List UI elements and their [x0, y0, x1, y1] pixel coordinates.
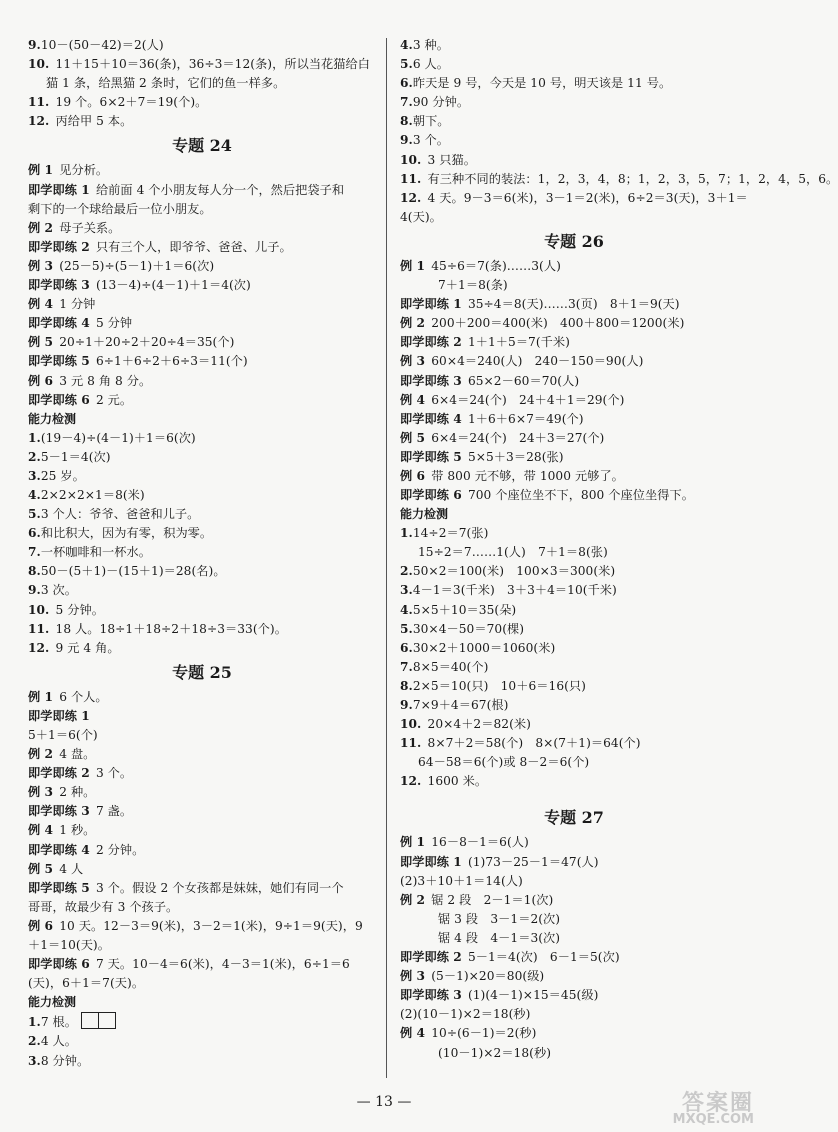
answer-text: 25 岁。 [40, 468, 85, 483]
answer-text: 6 个人。 [59, 689, 108, 704]
answer-line [28, 802, 376, 821]
answer-text: 母子关系。 [59, 220, 121, 235]
answer-line [28, 448, 376, 467]
item-number: 即学即练 4 [28, 842, 90, 857]
answer-line [400, 910, 748, 929]
answer-line [28, 257, 376, 276]
item-number: 例 5 [400, 430, 426, 445]
item-number: 1. [400, 526, 413, 541]
answer-text: 朝下。 [412, 114, 450, 129]
answer-line [400, 658, 748, 677]
answer-line [400, 208, 748, 227]
answer-text: 5×5＋10＝35(朵) [412, 602, 517, 617]
answer-text: 2×2×2×1＝8(米) [40, 487, 145, 502]
answer-text: 2 元。 [95, 392, 133, 407]
answer-line [400, 410, 748, 429]
item-number: 例 1 [28, 689, 54, 704]
answer-text: 3 个。假设 2 个女孩都是妹妹，她们有同一个 [95, 880, 344, 895]
item-number: 4. [400, 602, 413, 617]
column-divider [386, 38, 387, 1078]
answer-line [400, 429, 748, 448]
subsection-label: 能力检测 [28, 411, 77, 426]
answer-text: 700 个座位坐不下，800 个座位坐得下。 [467, 488, 694, 503]
item-number: 即学即练 3 [28, 278, 90, 293]
item-number: 8. [400, 678, 413, 693]
answer-line [28, 219, 376, 238]
answer-line [28, 391, 376, 410]
answer-line [400, 948, 748, 967]
answer-text: 一杯咖啡和一杯水。 [40, 545, 151, 560]
answer-line [400, 986, 748, 1005]
item-number: 即学即练 5 [400, 449, 462, 464]
answer-text: 3 次。 [40, 583, 78, 598]
answer-text: 1600 米。 [427, 774, 488, 789]
answer-box [99, 1012, 116, 1029]
answer-text: 给前面 4 个小朋友每人分一个，然后把袋子和 [95, 182, 345, 197]
answer-text: (2)3＋10＋1＝14(人) [400, 873, 523, 888]
answer-text: 7 盏。 [95, 804, 133, 819]
answer-line [28, 841, 376, 860]
answer-line [28, 581, 376, 600]
answer-line [400, 151, 748, 170]
answer-line [28, 821, 376, 840]
answer-line [28, 36, 376, 55]
item-number: 10. [28, 602, 50, 617]
item-number: 1. [28, 1015, 41, 1030]
answer-text: 5×5＋3＝28(张) [467, 449, 564, 464]
item-number: 6. [400, 640, 413, 655]
left-column [28, 36, 376, 1071]
answer-text: 4 盘。 [59, 747, 96, 762]
answer-text: 昨天是 9 号，今天是 10 号，明天该是 11 号。 [412, 76, 672, 91]
answer-line [28, 1052, 376, 1071]
item-number: 例 4 [400, 1026, 426, 1041]
item-number: 例 3 [28, 785, 54, 800]
answer-text: 锯 2 段 2－1＝1(次) [431, 892, 554, 907]
answer-text: 5－1＝4(次) 6－1＝5(次) [467, 950, 620, 965]
answer-line [28, 276, 376, 295]
section-heading: 专题 25 [172, 662, 232, 682]
answer-text: 2×5＝10(只) 10＋6＝16(只) [412, 678, 586, 693]
item-number: 例 1 [28, 163, 54, 178]
answer-box [81, 1012, 99, 1029]
answer-text: 5－1＝4(次) [40, 449, 111, 464]
answer-line [28, 688, 376, 707]
answer-text: (天)，6＋1＝7(天)。 [28, 976, 145, 991]
answer-text: 6×4＝24(个) 24＋3＝27(个) [431, 430, 605, 445]
item-number: 5. [400, 57, 413, 72]
answer-line [28, 55, 376, 74]
answer-text: 8×7＋2＝58(个) 8×(7＋1)＝64(个) [427, 736, 641, 751]
answer-line [400, 486, 748, 505]
answer-line [28, 372, 376, 391]
answer-line [400, 74, 748, 93]
answer-line [400, 189, 748, 208]
item-number: 4. [400, 38, 413, 52]
item-number: 12. [28, 640, 50, 655]
answer-text: 65×2－60＝70(人) [467, 373, 580, 388]
answer-text: 1 分钟 [59, 297, 96, 312]
answer-line [400, 734, 748, 753]
answer-line [28, 620, 376, 639]
item-number: 例 1 [400, 258, 426, 273]
item-number: 即学即练 3 [400, 988, 462, 1003]
subsection-label: 能力检测 [28, 995, 77, 1010]
answer-text: (25－5)÷(5－1)＋1＝6(次) [59, 258, 215, 273]
answer-text: 35÷4＝8(天)……3(页) 8＋1＝9(天) [467, 297, 680, 312]
answer-line [28, 562, 376, 581]
item-number: 即学即练 3 [28, 804, 90, 819]
answer-text: 7 天。10－4＝6(米)，4－3＝1(米)，6÷1＝6 [95, 957, 350, 972]
item-number: 5. [28, 507, 41, 522]
answer-text: 8 分钟。 [40, 1053, 90, 1068]
item-number: 7. [28, 545, 41, 560]
answer-text: 哥哥，故最少有 3 个孩子。 [28, 899, 179, 914]
answer-text: 1＋6＋6×7＝49(个) [467, 411, 584, 426]
item-number: 即学即练 5 [28, 880, 90, 895]
answer-line [28, 543, 376, 562]
answer-text: 8×5＝40(个) [412, 659, 489, 674]
item-number: 即学即练 4 [400, 411, 462, 426]
item-number: 10. [28, 57, 50, 72]
item-number: 6. [400, 76, 413, 91]
answer-text: 9 元 4 角。 [55, 640, 120, 655]
answer-line [400, 1044, 748, 1063]
answer-line [28, 601, 376, 620]
answer-text: (13－4)÷(4－1)＋1＝4(次) [95, 278, 251, 293]
answer-text: 4 人。 [40, 1034, 78, 1049]
answer-line [28, 1012, 376, 1032]
answer-text: 10－(50－42)＝2(人) [40, 38, 164, 52]
item-number: 2. [28, 1034, 41, 1049]
answer-line [28, 295, 376, 314]
answer-line [28, 93, 376, 112]
answer-line [400, 314, 748, 333]
answer-line [28, 181, 376, 200]
item-number: 即学即练 2 [400, 335, 462, 350]
item-number: 11. [400, 736, 422, 751]
item-number: 即学即练 1 [28, 182, 90, 197]
answer-line [400, 36, 748, 55]
answer-text: 4 天。9－3＝6(米)，3－1＝2(米)，6÷2＝3(天)，3＋1＝ [427, 190, 748, 205]
answer-line [400, 581, 748, 600]
answer-text: 4－1＝3(千米) 3＋3＋4＝10(千米) [412, 583, 617, 598]
answer-text: 3 只猫。 [427, 152, 476, 167]
watermark [672, 1091, 754, 1128]
item-number: 11. [28, 95, 50, 110]
answer-line [28, 200, 376, 219]
section-heading: 专题 27 [544, 808, 604, 828]
item-number: 9. [400, 698, 413, 712]
item-number: 即学即练 2 [28, 239, 90, 254]
item-number: 例 3 [28, 258, 54, 273]
answer-text: 30×4－50＝70(棵) [412, 621, 525, 636]
answer-text: (5－1)×20＝80(级) [431, 969, 545, 984]
answer-text: 丙给甲 5 本。 [55, 114, 133, 129]
item-number: 即学即练 1 [400, 297, 462, 312]
item-number: 9. [400, 133, 413, 148]
item-number: 即学即练 6 [28, 957, 90, 972]
answer-line [28, 333, 376, 352]
answer-line [28, 74, 376, 93]
item-number: 例 4 [28, 823, 54, 838]
answer-line [400, 276, 748, 295]
answer-line [28, 238, 376, 257]
answer-text: 有三种不同的装法：1，2，3，4，8；1，2，3，5，7；1，2，4，5，6。 [427, 171, 838, 186]
item-number: 12. [400, 190, 422, 205]
item-number: 例 4 [400, 392, 426, 407]
item-number: 10. [400, 152, 422, 167]
item-number: 即学即练 4 [28, 316, 90, 331]
answer-text: 2 分钟。 [95, 842, 145, 857]
item-number: 即学即练 5 [28, 354, 90, 369]
answer-line [400, 833, 748, 852]
item-number: 11. [400, 171, 422, 186]
answer-line [28, 486, 376, 505]
answer-line [28, 898, 376, 917]
item-number: 例 5 [28, 335, 54, 350]
item-number: 即学即练 2 [28, 766, 90, 781]
item-number: 7. [400, 95, 413, 110]
answer-line [400, 333, 748, 352]
answer-line [28, 524, 376, 543]
answer-line [400, 772, 748, 791]
answer-text: 见分析。 [59, 163, 109, 178]
item-number: 即学即练 6 [28, 392, 90, 407]
answer-text: 带 800 元不够，带 1000 元够了。 [431, 468, 624, 483]
answer-text: 30×2＋1000＝1060(米) [412, 640, 556, 655]
answer-text: 6×4＝24(个) 24＋4＋1＝29(个) [431, 392, 625, 407]
item-number: 例 1 [400, 835, 426, 850]
item-number: 例 3 [400, 354, 426, 369]
answer-text: 5＋1＝6(个) [28, 728, 98, 742]
answer-text: 90 分钟。 [412, 95, 470, 110]
page-number: — 13 — [356, 1094, 412, 1110]
answer-text: (1)73－25－1＝47(人) [467, 854, 599, 869]
answer-text: 11＋15＋10＝36(条)，36÷3＝12(条)，所以当花猫给白 [55, 57, 371, 72]
answer-text: 锯 3 段 3－1＝2(次) [438, 911, 561, 926]
answer-line [28, 879, 376, 898]
item-number: 即学即练 1 [28, 708, 90, 723]
item-number: 例 6 [400, 468, 426, 483]
item-number: 2. [400, 564, 413, 579]
answer-line [400, 891, 748, 910]
answer-line [28, 639, 376, 658]
answer-line [400, 620, 748, 639]
answer-text: 锯 4 段 4－1＝3(次) [438, 930, 561, 945]
section-heading: 专题 24 [172, 136, 232, 156]
right-column [400, 36, 838, 1063]
answer-line [400, 1005, 748, 1024]
answer-line [400, 1024, 748, 1043]
answer-line [400, 601, 748, 620]
answer-line [28, 917, 376, 936]
answer-text: 6÷1＋6÷2＋6÷3＝11(个) [95, 354, 248, 369]
item-number: 2. [28, 449, 41, 464]
answer-text: 16－8－1＝6(人) [431, 835, 529, 850]
item-number: 5. [400, 621, 413, 636]
answer-text: 20÷1＋20÷2＋20÷4＝35(个) [59, 335, 235, 350]
answer-text: 14÷2＝7(张) [412, 526, 489, 541]
answer-text: 2 种。 [59, 785, 96, 800]
answer-text: 60×4＝240(人) 240－150＝90(人) [431, 354, 644, 369]
item-number: 即学即练 6 [400, 488, 462, 503]
item-number: 7. [400, 659, 413, 674]
answer-line [400, 543, 748, 562]
item-number: 即学即练 3 [400, 373, 462, 388]
answer-text: 10÷(6－1)＝2(秒) [431, 1026, 537, 1041]
answer-text: 和比积大，因为有零，积为零。 [40, 526, 213, 541]
answer-text: (1)(4－1)×15＝45(级) [467, 988, 599, 1003]
answer-text: 3 元 8 角 8 分。 [59, 373, 152, 388]
answer-line [400, 853, 748, 872]
item-number: 例 6 [28, 373, 54, 388]
answer-text: 3 种。 [412, 38, 450, 52]
answer-line [400, 639, 748, 658]
answer-text: 45÷6＝7(条)……3(人) [431, 258, 561, 273]
answer-text: 猫 1 条，给黑猫 2 条时，它们的鱼一样多。 [46, 76, 286, 91]
answer-text: 5 分钟 [95, 316, 133, 331]
answer-line [400, 467, 748, 486]
answer-text: 7×9＋4＝67(根) [412, 698, 509, 712]
answer-line [400, 55, 748, 74]
answer-text: 18 人。18÷1＋18÷2＋18÷3＝33(个)。 [55, 621, 287, 636]
answer-line [28, 974, 376, 993]
item-number: 11. [28, 621, 50, 636]
item-number: 6. [28, 526, 41, 541]
answer-line [400, 391, 748, 410]
answer-text: 10 天。12－3＝9(米)，3－2＝1(米)，9÷1＝9(天)，9 [59, 918, 363, 933]
item-number: 10. [400, 717, 422, 732]
answer-text: 20×4＋2＝82(米) [427, 717, 531, 732]
answer-line [28, 429, 376, 448]
answer-text: 4 人 [59, 861, 84, 876]
watermark-url: MXQE.COM [672, 1112, 754, 1127]
item-number: 8. [28, 564, 41, 579]
answer-line [28, 352, 376, 371]
answer-line [400, 753, 748, 772]
answer-line [28, 707, 376, 726]
answer-line [400, 524, 748, 543]
answer-line [400, 929, 748, 948]
answer-text: (10－1)×2＝18(秒) [438, 1045, 552, 1060]
item-number: 例 2 [400, 316, 426, 331]
answer-text: 1＋1＋5＝7(千米) [467, 335, 570, 350]
answer-line [400, 872, 748, 891]
answer-line [400, 352, 748, 371]
item-number: 例 5 [28, 861, 54, 876]
answer-line [28, 860, 376, 879]
answer-text: 只有三个人，即爷爷、爸爸、儿子。 [95, 239, 292, 254]
answer-line [400, 131, 748, 150]
answer-text: (2)(10－1)×2＝18(秒) [400, 1007, 531, 1022]
item-number: 8. [400, 114, 413, 129]
item-number: 12. [28, 114, 50, 129]
watermark-logo: 答案圈 [681, 1091, 754, 1116]
answer-line [400, 562, 748, 581]
answer-text: 15÷2＝7……1(人) 7＋1＝8(张) [418, 545, 608, 560]
answer-text: 7＋1＝8(条) [438, 278, 508, 293]
answer-line [28, 745, 376, 764]
answer-text: (19－4)÷(4－1)＋1＝6(次) [40, 430, 196, 445]
answer-line [28, 467, 376, 486]
answer-text: ＋1＝10(天)。 [28, 938, 110, 953]
item-number: 3. [400, 583, 413, 598]
item-number: 3. [28, 468, 41, 483]
item-number: 12. [400, 774, 422, 789]
item-number: 1. [28, 430, 41, 445]
answer-line [400, 715, 748, 734]
answer-text: 200＋200＝400(米) 400＋800＝1200(米) [431, 316, 685, 331]
item-number: 9. [28, 583, 41, 598]
answer-line [28, 112, 376, 131]
answer-line [28, 161, 376, 180]
answer-line [400, 677, 748, 696]
answer-line [400, 257, 748, 276]
answer-line [28, 505, 376, 524]
item-number: 3. [28, 1053, 41, 1068]
answer-line [28, 314, 376, 333]
answer-line [28, 955, 376, 974]
answer-line [28, 936, 376, 955]
item-number: 例 2 [28, 747, 54, 762]
item-number: 例 2 [28, 220, 54, 235]
answer-line [28, 726, 376, 745]
answer-text: 3 个。 [95, 766, 133, 781]
answer-text: 剩下的一个球给最后一位小朋友。 [28, 201, 212, 216]
item-number: 即学即练 2 [400, 950, 462, 965]
answer-text: 6 人。 [412, 57, 450, 72]
answer-line [400, 696, 748, 715]
item-number: 即学即练 1 [400, 854, 462, 869]
answer-line [400, 295, 748, 314]
answer-text: 50×2＝100(米) 100×3＝300(米) [412, 564, 616, 579]
subsection-label: 能力检测 [400, 507, 449, 522]
answer-line [28, 764, 376, 783]
answer-text: 3 个人：爷爷、爸爸和儿子。 [40, 507, 200, 522]
answer-line [400, 448, 748, 467]
answer-line [28, 783, 376, 802]
answer-line [400, 170, 838, 189]
answer-line [400, 967, 748, 986]
answer-line [400, 112, 748, 131]
answer-text: 5 分钟。 [55, 602, 104, 617]
section-heading: 专题 26 [544, 231, 604, 251]
answer-line [400, 372, 748, 391]
answer-text: 50－(5＋1)－(15＋1)＝28(名)。 [40, 564, 226, 579]
item-number: 例 6 [28, 918, 54, 933]
answer-text: 19 个。6×2＋7＝19(个)。 [55, 95, 208, 110]
item-number: 9. [28, 38, 41, 52]
answer-text: 4(天)。 [400, 209, 442, 224]
item-number: 例 4 [28, 297, 54, 312]
answer-line [28, 1032, 376, 1051]
item-number: 4. [28, 487, 41, 502]
item-number: 例 3 [400, 969, 426, 984]
item-number: 例 2 [400, 892, 426, 907]
answer-text: 1 秒。 [59, 823, 96, 838]
answer-line [400, 93, 748, 112]
answer-text: 7 根。 [40, 1015, 78, 1030]
answer-text: 3 个。 [412, 133, 450, 148]
answer-text: 64－58＝6(个)或 8－2＝6(个) [418, 755, 590, 770]
